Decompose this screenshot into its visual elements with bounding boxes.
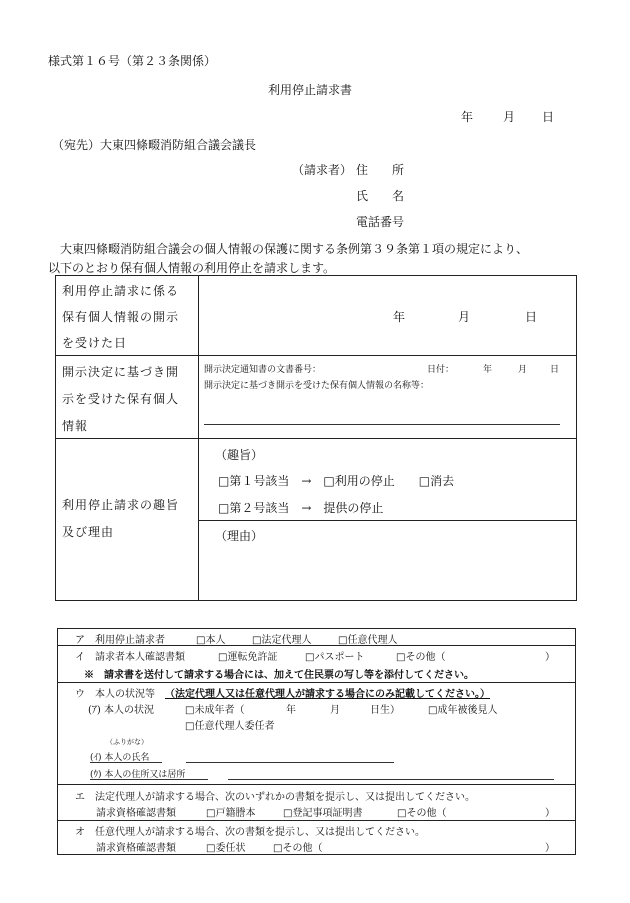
purpose-option1[interactable]: □第１号該当 → □利用の停止 □消去 xyxy=(218,474,455,488)
power-of-attorney-checkbox[interactable]: □委任状 xyxy=(206,843,246,854)
section-i-label: イ 請求者本人確認書類 xyxy=(75,652,185,663)
legal-other-checkbox[interactable]: □その他（ xyxy=(397,808,447,819)
intro-text-line2: 以下のとおり保有個人情報の利用停止を請求します。 xyxy=(48,261,336,275)
requester-label: （請求者） xyxy=(292,163,353,177)
row2-label-line1: 開示決定に基づき開 xyxy=(62,365,180,379)
row2-day-label: 日 xyxy=(550,365,560,375)
row2-date-label: 日付： xyxy=(427,365,455,375)
voluntary-rep-checkbox[interactable]: □任意代理人 xyxy=(338,635,398,646)
other-id-paren-close: ） xyxy=(545,652,555,663)
reason-heading: （理由） xyxy=(215,529,264,543)
page-title: 利用停止請求書 xyxy=(268,83,353,97)
row1-month-label: 月 xyxy=(458,310,471,324)
row1-label-line2: 保有個人情報の開示 xyxy=(62,310,180,324)
person-address-label-text: (ｳ) 本人の住所又は居所 xyxy=(90,770,186,780)
row1-day-label: 日 xyxy=(525,310,538,324)
divider-i xyxy=(57,682,576,683)
section-a-label: ア 利用停止請求者 xyxy=(75,635,165,646)
row1-year-label: 年 xyxy=(393,310,406,324)
birth-day-label: 日生） xyxy=(370,705,400,716)
person-address-label-underline xyxy=(90,779,208,780)
purpose-reason-divider xyxy=(198,520,577,521)
person-address-field[interactable] xyxy=(228,779,554,780)
phone-label: 電話番号 xyxy=(356,215,405,229)
passport-checkbox[interactable]: □パスポート xyxy=(305,652,365,663)
row2-year-label: 年 xyxy=(483,365,493,375)
row2-label-line3: 情報 xyxy=(62,419,89,433)
date-year-label: 年 xyxy=(461,110,474,124)
person-name-label-underline xyxy=(90,762,162,763)
person-name-label-text: (ｲ) 本人の氏名 xyxy=(90,753,150,763)
family-register-checkbox[interactable]: □戸籍謄本 xyxy=(206,808,256,819)
table-row-divider xyxy=(55,438,577,439)
legal-other-paren-close: ） xyxy=(545,808,555,819)
furigana-label: （ふりがな） xyxy=(106,738,148,746)
divider-e xyxy=(57,820,576,821)
birth-month-label: 月 xyxy=(330,705,340,716)
section-u-label: ウ 本人の状況等 xyxy=(75,689,155,700)
section-o-label: オ 任意代理人が請求する場合、次の書類を提示し、又は提出してください。 xyxy=(75,827,425,838)
section-e-label: エ 法定代理人が請求する場合、次のいずれかの書類を提示し、又は提出してください。 xyxy=(75,792,475,803)
info-name-label: 開示決定に基づき開示を受けた保有個人情報の名称等： xyxy=(204,381,430,391)
delegator-checkbox[interactable]: □任意代理人委任者 xyxy=(185,721,275,732)
purpose-heading: （趣旨） xyxy=(215,448,264,462)
row3-label-line2: 及び理由 xyxy=(62,525,115,539)
section-u-note: （法定代理人又は任意代理人が請求する場合にのみ記載してください。） xyxy=(165,689,490,700)
row3-label-line1: 利用停止請求の趣旨 xyxy=(62,498,180,512)
legal-rep-checkbox[interactable]: □法定代理人 xyxy=(252,635,312,646)
row1-label-line3: を受けた日 xyxy=(62,336,128,350)
person-name-field[interactable] xyxy=(186,762,394,763)
divider-u xyxy=(57,784,576,785)
name-label: 氏 名 xyxy=(356,189,405,203)
row1-label-line1: 利用停止請求に係る xyxy=(62,284,180,298)
addressee: （宛先）大東四條畷消防組合議会議長 xyxy=(52,138,257,152)
date-month-label: 月 xyxy=(503,110,516,124)
adult-ward-checkbox[interactable]: □成年被後見人 xyxy=(428,705,498,716)
license-checkbox[interactable]: □運転免許証 xyxy=(218,652,278,663)
date-day-label: 日 xyxy=(542,110,555,124)
voluntary-doc-label: 請求資格確認書類 xyxy=(96,843,176,854)
birth-year-label: 年 xyxy=(286,705,296,716)
info-name-field[interactable] xyxy=(204,424,560,425)
voluntary-other-paren-close: ） xyxy=(545,843,555,854)
address-label: 住 所 xyxy=(356,163,405,177)
self-checkbox[interactable]: □本人 xyxy=(196,635,226,646)
legal-doc-label: 請求資格確認書類 xyxy=(96,808,176,819)
form-number: 様式第１６号（第２３条関係） xyxy=(48,54,217,68)
row2-label-line2: 示を受けた保有個人 xyxy=(62,392,180,406)
purpose-option2[interactable]: □第２号該当 → 提供の停止 xyxy=(218,501,384,515)
mail-note: ※ 請求書を送付して請求する場合には、加えて住民票の写し等を添付してください。 xyxy=(84,670,474,681)
minor-checkbox[interactable]: □未成年者（ xyxy=(185,705,245,716)
row2-month-label: 月 xyxy=(518,365,528,375)
doc-number-label: 開示決定通知書の文書番号： xyxy=(204,365,322,375)
intro-text-line1: 大東四條畷消防組合議会の個人情報の保護に関する条例第３９条第１項の規定により、 xyxy=(48,242,529,256)
other-id-checkbox[interactable]: □その他（ xyxy=(396,652,446,663)
table-row-divider xyxy=(55,355,577,356)
reason-field[interactable] xyxy=(200,544,575,599)
voluntary-other-checkbox[interactable]: □その他（ xyxy=(273,843,323,854)
person-status-label: (ｱ) 本人の状況 xyxy=(88,705,154,716)
registry-cert-checkbox[interactable]: □登記事項証明書 xyxy=(283,808,363,819)
